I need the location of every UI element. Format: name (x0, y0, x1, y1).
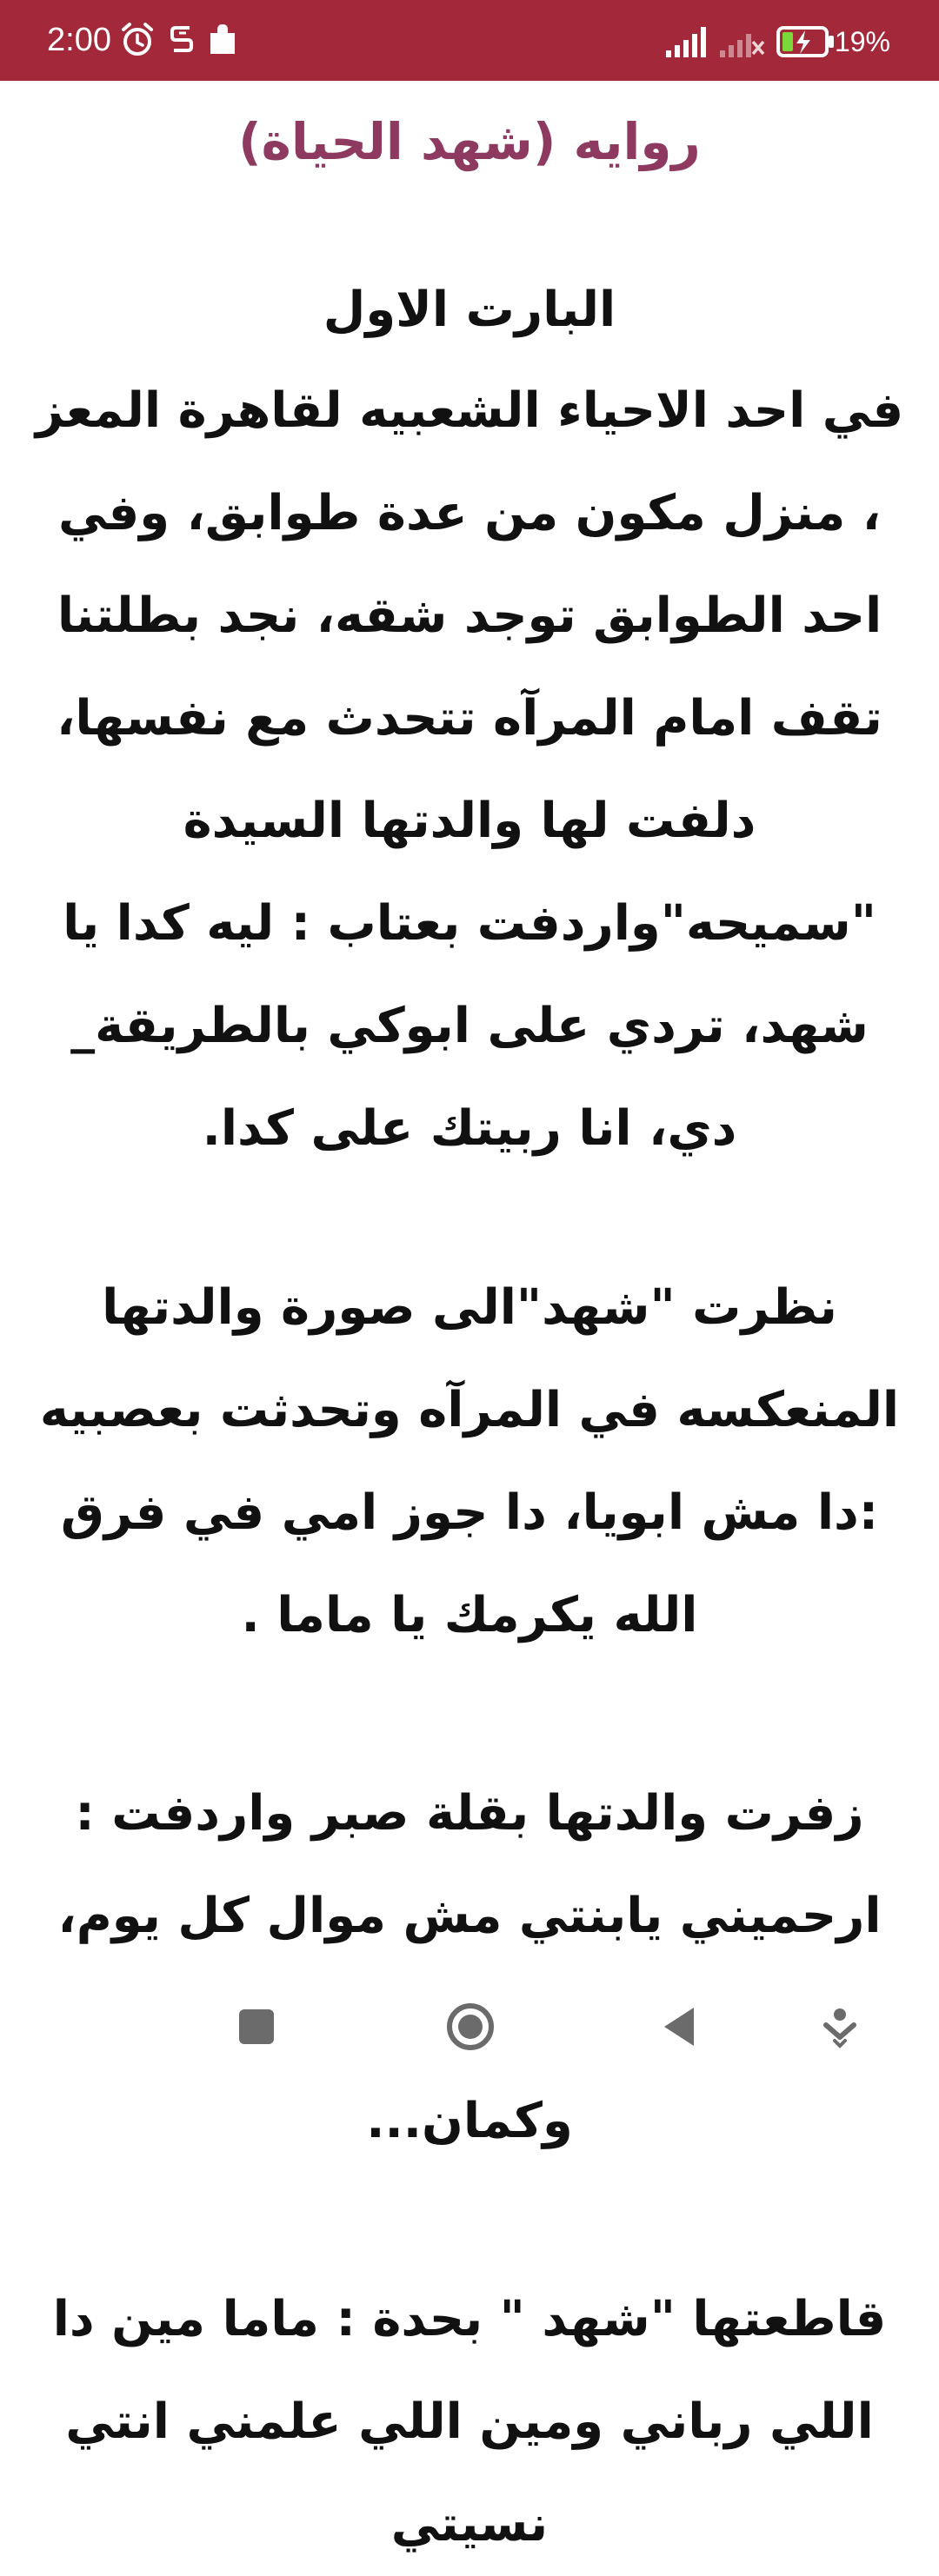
status-bar (0, 0, 939, 81)
battery-percent: 19% (834, 26, 890, 57)
story-content[interactable] (35, 261, 904, 2553)
extension-icon (203, 21, 242, 59)
battery-charging-icon (776, 24, 836, 59)
home-button[interactable] (439, 1995, 502, 2058)
signal-icon (664, 24, 713, 59)
signal-off-icon (718, 24, 767, 59)
story-paragraph: في احد الاحياء الشعبيه لقاهرة المعز ، منزل مكون من عدة طوابق، وفي احد الطوابق توجد شقه، نجد بطلتنا تقف امام المرآه تتحدث مع نفسها، دلفت لها والدتها السيدة "سميحه"واردفت بعتاب : ليه كدا يا شهد، تردي على ابوكي بالطريقة_ دي، انا ربيتك على كدا. (35, 382, 904, 1157)
status-time: 2:00 (47, 22, 111, 58)
accessibility-button[interactable] (809, 1995, 871, 2058)
recents-button[interactable] (225, 1995, 288, 2058)
app-notification-icon (163, 21, 202, 59)
alarm-icon (118, 21, 156, 59)
back-button[interactable] (649, 1995, 711, 2058)
page-title: روايه (شهد الحياة) (238, 112, 701, 171)
navigation-bar (0, 1969, 939, 2086)
chapter-title: البارت الاول (323, 282, 616, 338)
story-paragraph: نظرت "شهد"الى صورة والدتها المنعكسه في المرآه وتحدثت بعصبيه :دا مش ابويا، دا جوز امي في فرق الله يكرمك يا ماما . (39, 1279, 900, 1643)
story-paragraph: زفرت والدتها بقلة صبر واردفت : ارحميني يابنتي مش موال كل يوم، وكمان... (57, 1785, 882, 2149)
story-paragraph: قاطعتها "شهد " بحدة : ماما مين دا اللي رباني ومين اللي علمني انتي نسيتي (52, 2291, 887, 2553)
